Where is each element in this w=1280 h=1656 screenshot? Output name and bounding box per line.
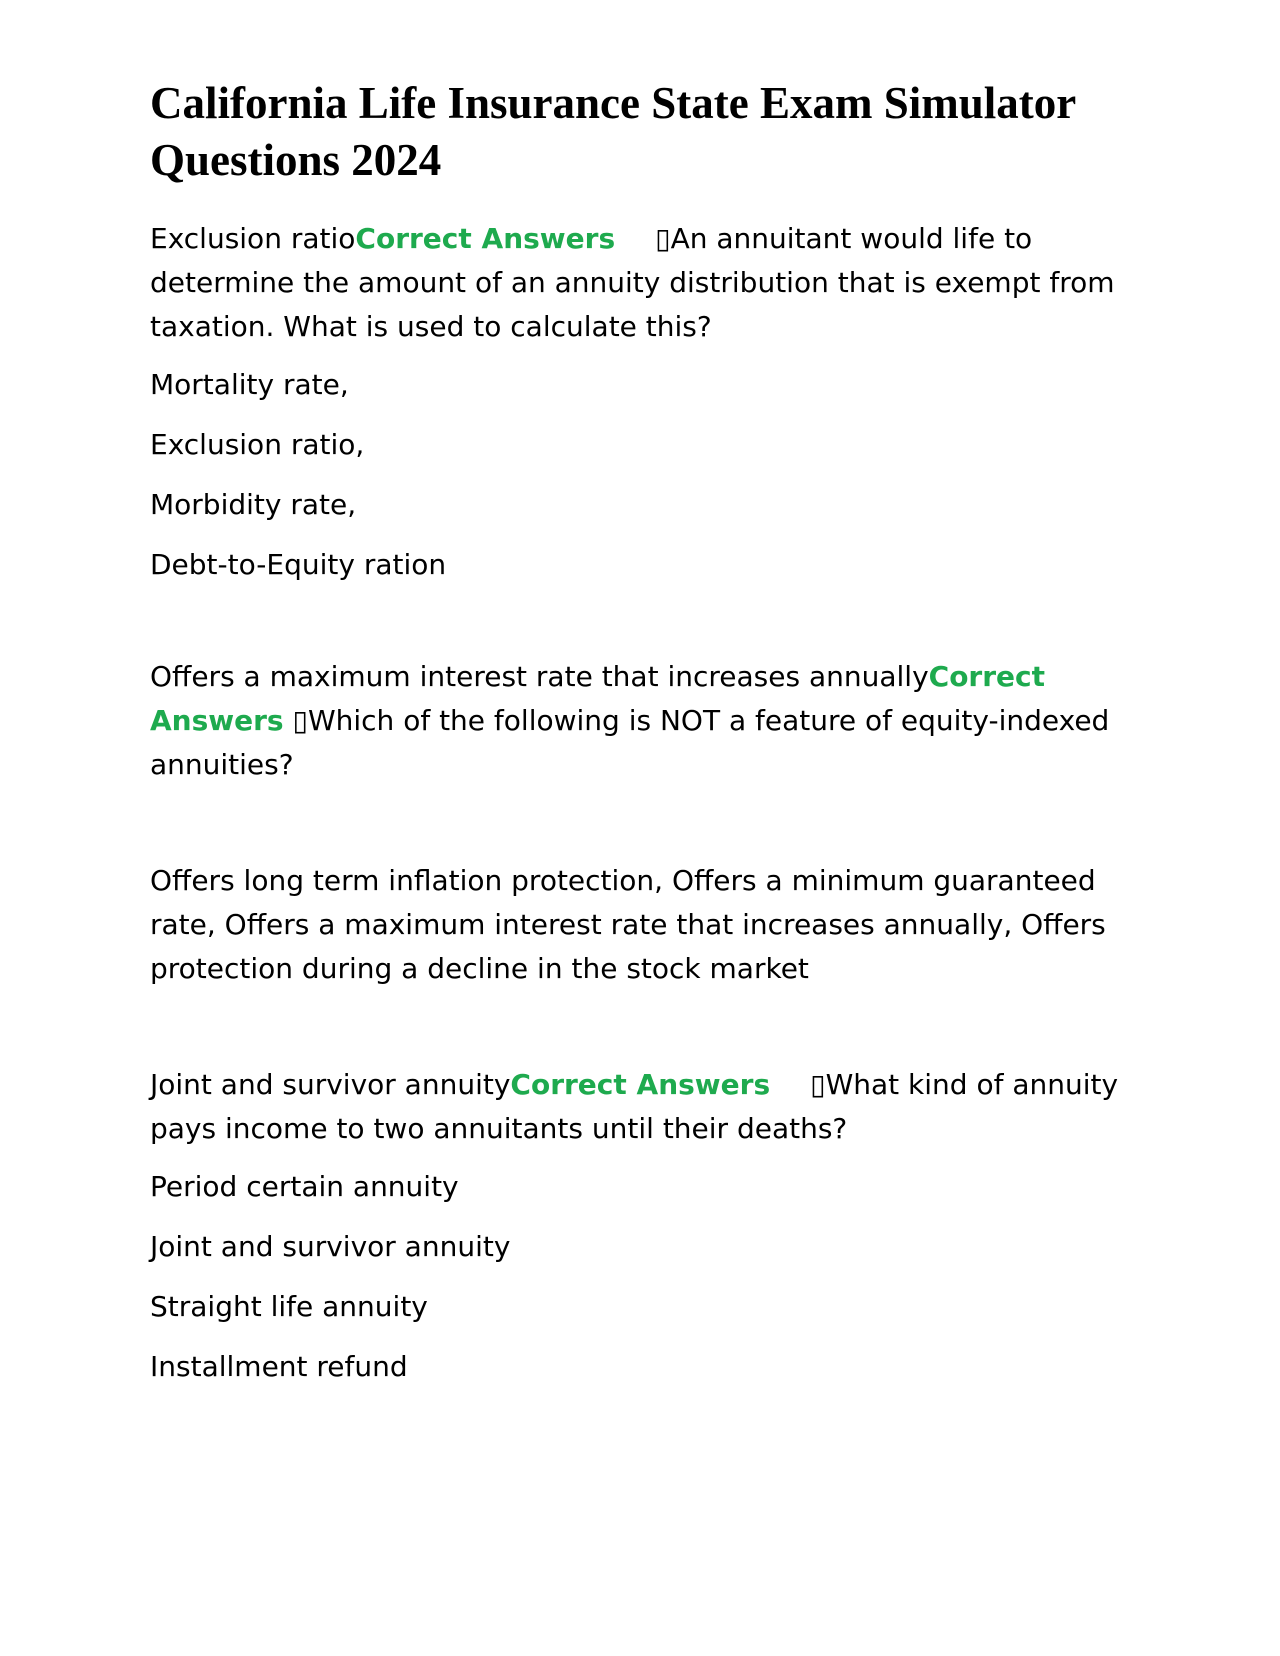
question-3-answer: Joint and survivor annuity xyxy=(150,1068,511,1101)
question-2-options: Offers long term inflation protection, Offers a minimum guaranteed rate, Offers a maximum interest rate that increases annually, Offers protection during a decline in the stock market xyxy=(150,864,1106,985)
question-2-answer: Offers a maximum interest rate that increases annually xyxy=(150,660,929,693)
box-glyph-icon: ▯ xyxy=(655,222,671,255)
question-2 xyxy=(150,655,1140,787)
document-title: California Life Insurance State Exam Simulator Questions 2024 xyxy=(150,78,1076,185)
box-glyph-icon: ▯ xyxy=(292,704,308,737)
question-1-option: Debt-to-Equity ration xyxy=(150,548,447,581)
question-1-answer: Exclusion ratio xyxy=(150,222,356,255)
correct-answers-label: Correct Answers xyxy=(355,222,616,255)
correct-answers-label: Correct Answers xyxy=(150,660,1046,737)
question-3-text: What kind of annuity pays income to two annuitants until their deaths? xyxy=(150,1068,1119,1145)
question-1 xyxy=(150,217,1140,349)
question-1-option: Exclusion ratio, xyxy=(150,428,365,461)
document-page xyxy=(150,75,1140,1405)
question-1-option: Mortality rate, xyxy=(150,368,349,401)
question-1-text: An annuitant would life to determine the amount of an annuity distribution that is exempt from taxation. What is used to calculate this? xyxy=(150,222,1115,343)
box-glyph-icon: ▯ xyxy=(810,1068,826,1101)
question-2-text: Which of the following is NOT a feature of equity-indexed annuities? xyxy=(150,704,1110,781)
question-1-option: Morbidity rate, xyxy=(150,488,357,521)
question-3-option: Straight life annuity xyxy=(150,1290,428,1323)
question-3-option: Joint and survivor annuity xyxy=(150,1230,511,1263)
question-3 xyxy=(150,1063,1140,1151)
correct-answers-label: Correct Answers xyxy=(510,1068,771,1101)
question-3-option: Period certain annuity xyxy=(150,1170,459,1203)
question-3-option: Installment refund xyxy=(150,1350,408,1383)
